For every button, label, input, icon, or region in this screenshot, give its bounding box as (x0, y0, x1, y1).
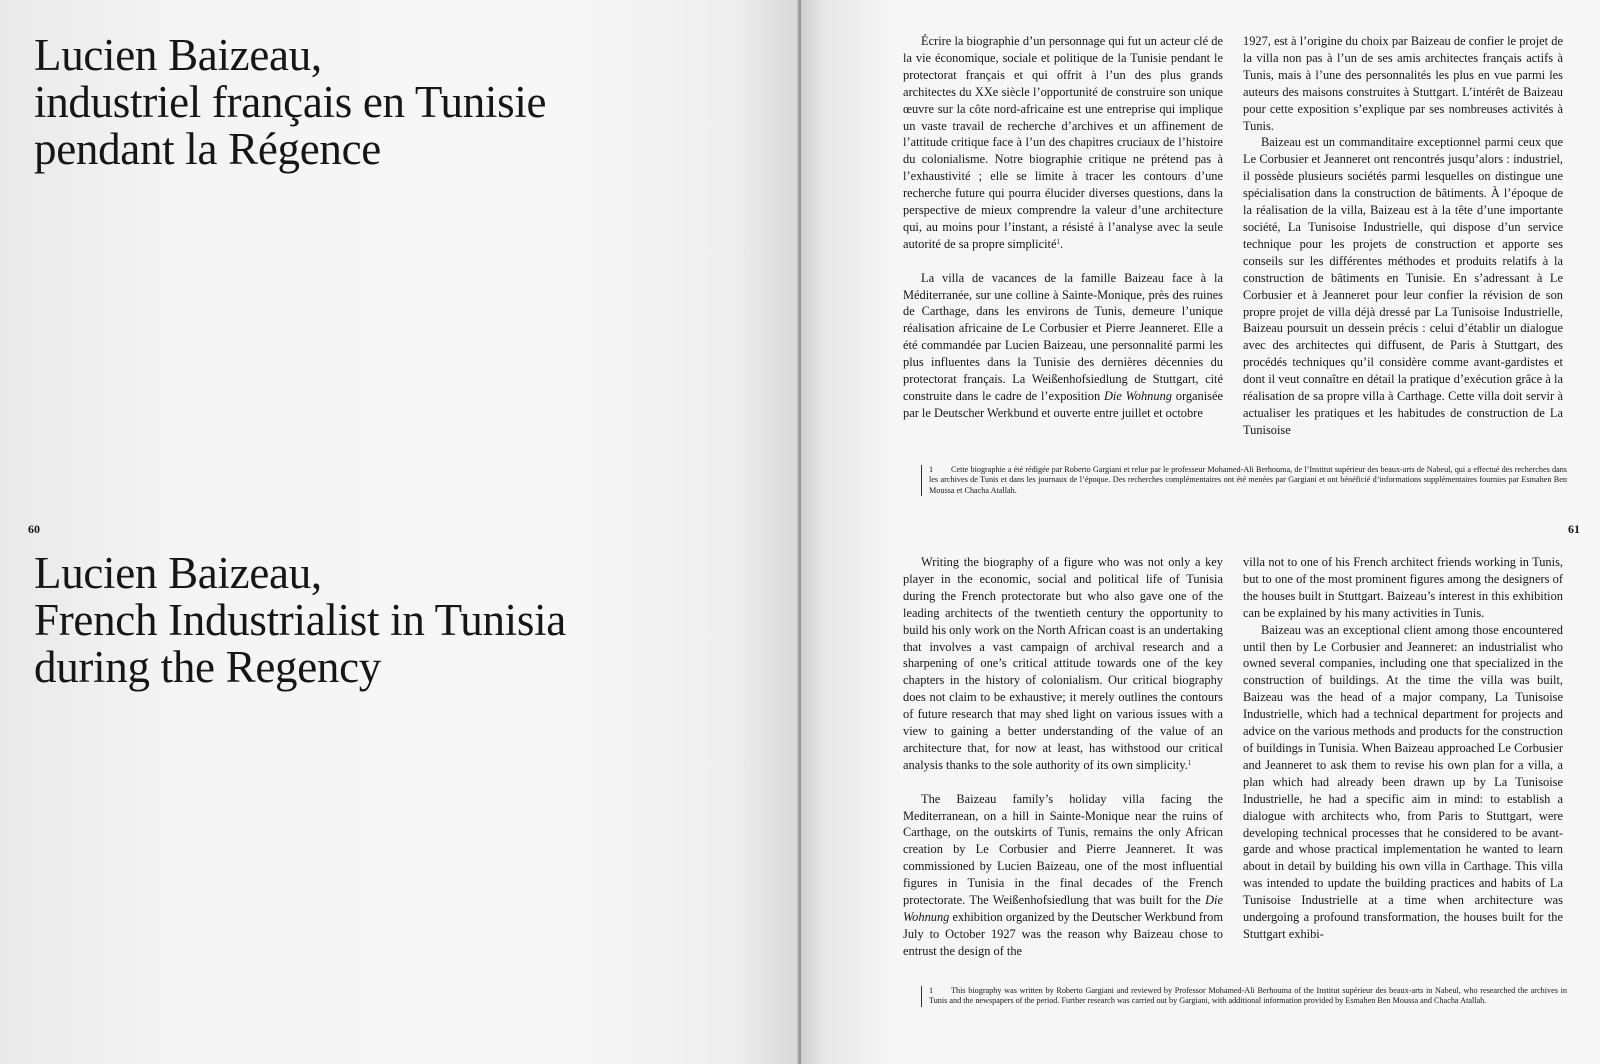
french-paragraph-3: 1927, est à l’origine du choix par Baizeau de confier le projet de la villa non pas à l’un de ses amis architectes français actifs à Tunis, mais à l’une des personnalités les plus en vue parmi les auteurs des maisons construites à Stuttgart. L’intérêt de Baizeau pour cette exposition s’explique par ses nombreuses activités à Tunis. (1243, 34, 1563, 133)
right-page (801, 0, 1600, 1064)
french-paragraph-1-end: . (1059, 236, 1064, 251)
french-footnote-text: Cette biographie a été rédigée par Roberto Gargiani et relue par le professeur Mohamed-Ali Berhouma, de l’Institut supérieur des beaux-arts de Nabeul, qui a effectué des recherches dans les archives de Tunis et dans les journaux de l’époque. Des recherches complémentaires ont été menées par Gargiani et ont bénéficié d’informations supplémentaires fournies par Esmahen Ben Moussa et Chacha Atallah. (929, 465, 1567, 495)
english-footnote-text: This biography was written by Roberto Gargiani and reviewed by Professor Mohamed-Ali Berhouma of the Institut supérieur des beaux-arts in Nabeul, who researched the archives in Tunis and the newspapers of the period. Further research was carried out by Gargiani, with additional information provided by Esmahen Ben Moussa and Chacha Atallah. (929, 986, 1567, 1006)
english-title-line-1: Lucien Baizeau, (34, 548, 322, 598)
english-column-2 (1243, 554, 1563, 943)
french-paragraph-4: Baizeau est un commanditaire exceptionnel parmi ceux que Le Corbusier et Jeanneret ont rencontrés jusqu’alors : industriel, il possède plusieurs sociétés parmi lesquelles on distingue une spécialisation dans la construction de bâtiments. À l’époque de la réalisation de la villa, Baizeau est à la tête d’une importante société, La Tunisoise Industrielle, qui dispose d’un service technique pour les projets de construction et apporte ses conseils sur les différentes méthodes et produits relatifs à la construction de bâtiments en Tunisie. En s’adressant à Le Corbusier et à Jeanneret pour leur confier la révision de son propre projet de villa déjà dressé par La Tunisoise Industrielle, Baizeau poursuit un dessein précis : celui d’établir un dialogue avec des architectes qui diffusent, de Paris à Stuttgart, des procédés techniques qu’il considère comme avant-gardistes et dont il veut connaître en détail la pratique d’exécution grâce à la réalisation de sa propre villa à Carthage. Cette villa doit servir à actualiser les pratiques et les habitudes de construction de La Tunisoise (1243, 135, 1563, 437)
french-footnote (921, 465, 1567, 496)
page-number-right: 61 (1568, 522, 1580, 536)
english-title-line-2: French Industrialist in Tunisia (34, 595, 566, 645)
french-paragraph-2-text-b: organisée par le Deutscher Werkbund et ouverte entre juillet et octobre (903, 389, 1224, 420)
french-title-line-1: Lucien Baizeau, (34, 30, 322, 80)
english-paragraph-4: Baizeau was an exceptional client among those encountered until then by Le Corbusier and Jeanneret: an industrialist who owned several companies, including one that specialized in the construction of buildings. At the time the villa was built, Baizeau was the head of a major company, La Tunisoise Industrielle, which had a technical department for projects and advice on the various methods and products for the construction of buildings in Tunisia. When Baizeau approached Le Corbusier and Jeanneret to ask them to revise his own plan for a villa, a plan which had already been drawn up by La Tunisoise Industrielle, he had a specific aim in mind: to establish a dialogue with architects who, from Paris to Stuttgart, were developing technical processes that he considered to be avant-garde and whose practical implementation he wanted to learn about in detail by building his own villa in Carthage. This villa was intended to update the building practices and habits of La Tunisoise Industrielle at a time when architecture was undergoing a profound transformation, the houses built for the Stuttgart exhibi- (1243, 622, 1563, 941)
french-column-2 (1243, 33, 1563, 439)
exhibition-title-italic: Die Wohnung (1103, 389, 1172, 404)
french-paragraph-1 (903, 33, 1223, 253)
english-paragraph-2-text-a: The Baizeau family’s holiday villa facing the Mediterranean, on a hill in Sainte-Monique near the ruins of Carthage, on the outskirts of Tunis, remains the only African creation by Le Corbusier and Pierre Jeanneret. It was commissioned by Lucien Baizeau, one of the most influential figures in Tunisia in the final decades of the French protectorate. The Weißenhofsiedlung that was built for the (903, 791, 1223, 908)
french-column-1 (903, 33, 1223, 422)
french-paragraph-2 (903, 270, 1223, 422)
french-title (34, 32, 546, 173)
english-column-1 (903, 554, 1223, 960)
english-paragraph-3: villa not to one of his French architect friends working in Tunis, but to one of the most prominent figures among the designers of the houses built in Stuttgart. Baizeau’s interest in this exhibition can be explained by his many activities in Tunis. (1243, 555, 1563, 620)
french-paragraph-1-text: Écrire la biographie d’un personnage qui fut un acteur clé de la vie économique, sociale et politique de la Tunisie pendant le protectorat français et qui offrit à l’un des plus grands architectes du XXe siècle l’opportunité de construire son unique œuvre sur la côte nord-africaine est une entreprise qui implique un vaste travail de recherche d’archives et un affinement de l’attitude critique face à l’un des chapitres cruciaux de l’histoire du colonialisme. Notre biographie critique ne prétend pas à l’exhaustivité ; elle se limite à tracer les contours d’une recherche future qui pourra élucider diverses questions, dans la perspective de mieux comprendre la valeur d’une architecture qui, au moins pour l’instant, a résisté à l’analyse avec la seule autorité de sa propre simplicité (903, 34, 1223, 251)
exhibition-title-italic: Die Wohnung (903, 893, 1223, 925)
english-paragraph-2-text-b: exhibition organized by the Deutscher Werkbund from July to October 1927 was the reason why Baizeau chose to entrust the design of the (903, 910, 1223, 958)
english-paragraph-1-text: Writing the biography of a figure who was not only a key player in the economic, social and political life of Tunisia during the French protectorate but who also gave one of the leading architects of the twentieth century the opportunity to build his only work on the North African coast is an undertaking that involves a vast campaign of archival research and a sharpening of one’s critical attitude towards one of the key chapters in the history of colonialism. Our critical biography does not claim to be exhaustive; it merely outlines the contours of future research that may shed light on various issues with a view to gaining a better understanding of the value of an architecture that, for now at least, has withstood our critical analysis thanks to the sole authority of its own simplicity. (903, 555, 1223, 772)
english-paragraph-2 (903, 791, 1223, 960)
footnote-reference: 1 (1187, 758, 1192, 767)
english-paragraph-1 (903, 554, 1223, 774)
french-title-line-3: pendant la Régence (34, 124, 381, 174)
french-paragraph-2-text-a: La villa de vacances de la famille Baizeau face à la Méditerranée, sur une colline à Sainte-Monique, près des ruines de Carthage, dans les environs de Tunis, demeure l’unique réalisation africaine de Le Corbusier et Pierre Jeanneret. Elle a été commandée par Lucien Baizeau, une personnalité parmi les plus influentes dans la Tunisie des dernières décennies du protectorat français. La Weißenhofsiedlung de Stuttgart, cité construite dans le cadre de l’exposition (903, 270, 1223, 404)
french-footnote-number: 1 (929, 465, 934, 474)
footnote-reference: 1 (1056, 237, 1060, 246)
english-footnote-number: 1 (929, 986, 934, 995)
page-number-left: 60 (28, 522, 40, 536)
english-footnote (921, 986, 1567, 1007)
english-title (34, 550, 566, 691)
french-title-line-2: industriel français en Tunisie (34, 77, 547, 127)
english-title-line-3: during the Regency (34, 642, 381, 692)
left-page (0, 0, 799, 1064)
